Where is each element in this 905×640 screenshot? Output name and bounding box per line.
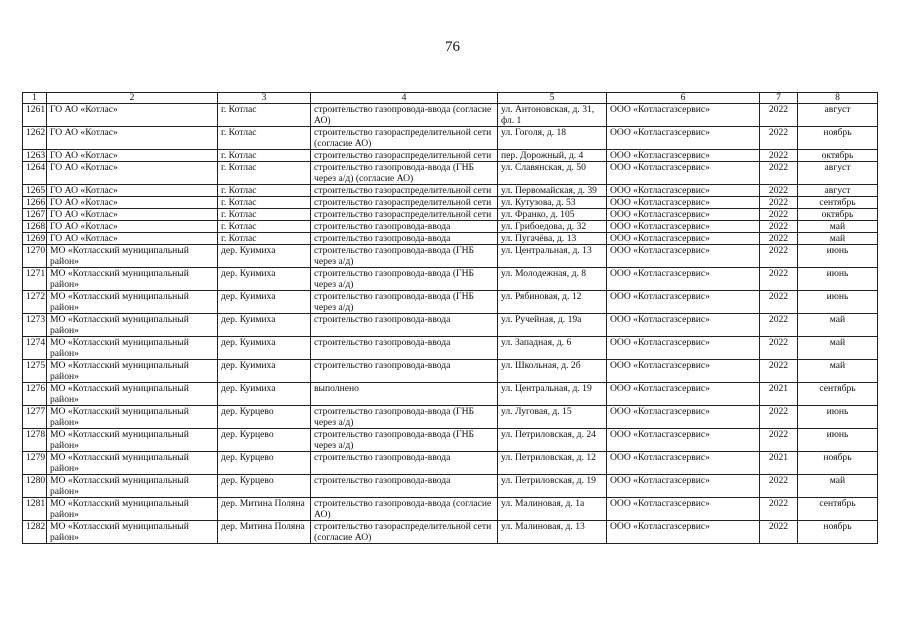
row-number-cell: 1265 bbox=[23, 185, 47, 197]
column-header: 6 bbox=[607, 93, 760, 104]
work-type-cell: строительство газораспределительной сети bbox=[311, 185, 498, 197]
municipality-cell: ГО АО «Котлас» bbox=[47, 150, 218, 162]
organization-cell: ООО «Котласгазсервис» bbox=[607, 150, 760, 162]
organization-cell: ООО «Котласгазсервис» bbox=[607, 521, 760, 544]
municipality-cell: МО «Котласский муниципальный район» bbox=[47, 475, 218, 498]
month-cell: сентябрь bbox=[798, 197, 878, 209]
year-cell: 2022 bbox=[760, 209, 798, 221]
column-header: 7 bbox=[760, 93, 798, 104]
address-cell: ул. Пугачёва, д. 13 bbox=[498, 233, 607, 245]
year-cell: 2022 bbox=[760, 337, 798, 360]
year-cell: 2022 bbox=[760, 291, 798, 314]
organization-cell: ООО «Котласгазсервис» bbox=[607, 185, 760, 197]
year-cell: 2022 bbox=[760, 521, 798, 544]
organization-cell: ООО «Котласгазсервис» bbox=[607, 475, 760, 498]
locality-cell: г. Котлас bbox=[218, 209, 311, 221]
municipality-cell: МО «Котласский муниципальный район» bbox=[47, 268, 218, 291]
work-type-cell: строительство газопровода-ввода (ГНБ через а/д) bbox=[311, 268, 498, 291]
municipality-cell: МО «Котласский муниципальный район» bbox=[47, 452, 218, 475]
locality-cell: дер. Куимиха bbox=[218, 337, 311, 360]
organization-cell: ООО «Котласгазсервис» bbox=[607, 197, 760, 209]
row-number-cell: 1279 bbox=[23, 452, 47, 475]
table-row bbox=[23, 209, 878, 221]
municipality-cell: МО «Котласский муниципальный район» bbox=[47, 498, 218, 521]
work-type-cell: строительство газопровода-ввода (ГНБ через а/д) bbox=[311, 429, 498, 452]
locality-cell: дер. Митина Поляна bbox=[218, 498, 311, 521]
address-cell: ул. Школьная, д. 2б bbox=[498, 360, 607, 383]
year-cell: 2021 bbox=[760, 383, 798, 406]
organization-cell: ООО «Котласгазсервис» bbox=[607, 162, 760, 185]
row-number-cell: 1275 bbox=[23, 360, 47, 383]
gas-works-table bbox=[22, 92, 878, 544]
organization-cell: ООО «Котласгазсервис» bbox=[607, 429, 760, 452]
organization-cell: ООО «Котласгазсервис» bbox=[607, 104, 760, 127]
municipality-cell: ГО АО «Котлас» bbox=[47, 221, 218, 233]
locality-cell: дер. Куимиха bbox=[218, 245, 311, 268]
year-cell: 2022 bbox=[760, 429, 798, 452]
table-row bbox=[23, 452, 878, 475]
table-row bbox=[23, 127, 878, 150]
municipality-cell: МО «Котласский муниципальный район» bbox=[47, 314, 218, 337]
work-type-cell: строительство газопровода-ввода bbox=[311, 360, 498, 383]
row-number-cell: 1282 bbox=[23, 521, 47, 544]
table-row bbox=[23, 360, 878, 383]
municipality-cell: ГО АО «Котлас» bbox=[47, 185, 218, 197]
organization-cell: ООО «Котласгазсервис» bbox=[607, 383, 760, 406]
year-cell: 2022 bbox=[760, 268, 798, 291]
locality-cell: дер. Куимиха bbox=[218, 268, 311, 291]
month-cell: июнь bbox=[798, 429, 878, 452]
year-cell: 2022 bbox=[760, 221, 798, 233]
year-cell: 2021 bbox=[760, 452, 798, 475]
locality-cell: г. Котлас bbox=[218, 233, 311, 245]
locality-cell: г. Котлас bbox=[218, 162, 311, 185]
locality-cell: г. Котлас bbox=[218, 185, 311, 197]
municipality-cell: МО «Котласский муниципальный район» bbox=[47, 291, 218, 314]
locality-cell: дер. Курцево bbox=[218, 429, 311, 452]
organization-cell: ООО «Котласгазсервис» bbox=[607, 268, 760, 291]
address-cell: ул. Грибоедова, д. 32 bbox=[498, 221, 607, 233]
municipality-cell: ГО АО «Котлас» bbox=[47, 104, 218, 127]
locality-cell: дер. Куимиха bbox=[218, 383, 311, 406]
organization-cell: ООО «Котласгазсервис» bbox=[607, 314, 760, 337]
work-type-cell: строительство газопровода-ввода (ГНБ через а/д) bbox=[311, 245, 498, 268]
month-cell: август bbox=[798, 162, 878, 185]
municipality-cell: МО «Котласский муниципальный район» bbox=[47, 360, 218, 383]
locality-cell: г. Котлас bbox=[218, 104, 311, 127]
row-number-cell: 1263 bbox=[23, 150, 47, 162]
locality-cell: дер. Курцево bbox=[218, 406, 311, 429]
locality-cell: дер. Курцево bbox=[218, 452, 311, 475]
work-type-cell: строительство газопровода-ввода (согласие АО) bbox=[311, 498, 498, 521]
address-cell: ул. Малиновая, д. 1а bbox=[498, 498, 607, 521]
municipality-cell: МО «Котласский муниципальный район» bbox=[47, 337, 218, 360]
table-row bbox=[23, 521, 878, 544]
work-type-cell: строительство газопровода-ввода (ГНБ через а/д) (согласие АО) bbox=[311, 162, 498, 185]
municipality-cell: МО «Котласский муниципальный район» bbox=[47, 521, 218, 544]
year-cell: 2022 bbox=[760, 360, 798, 383]
month-cell: июнь bbox=[798, 406, 878, 429]
work-type-cell: строительство газопровода-ввода (ГНБ через а/д) bbox=[311, 406, 498, 429]
year-cell: 2022 bbox=[760, 406, 798, 429]
work-type-cell: строительство газопровода-ввода (согласие АО) bbox=[311, 104, 498, 127]
column-header: 2 bbox=[47, 93, 218, 104]
work-type-cell: строительство газораспределительной сети bbox=[311, 197, 498, 209]
row-number-cell: 1269 bbox=[23, 233, 47, 245]
month-cell: май bbox=[798, 475, 878, 498]
month-cell: ноябрь bbox=[798, 127, 878, 150]
page-number: 76 bbox=[445, 39, 460, 55]
municipality-cell: ГО АО «Котлас» bbox=[47, 197, 218, 209]
month-cell: июнь bbox=[798, 268, 878, 291]
row-number-cell: 1281 bbox=[23, 498, 47, 521]
month-cell: июнь bbox=[798, 245, 878, 268]
year-cell: 2022 bbox=[760, 185, 798, 197]
organization-cell: ООО «Котласгазсервис» bbox=[607, 221, 760, 233]
table-body bbox=[23, 104, 878, 544]
address-cell: ул. Западная, д. 6 bbox=[498, 337, 607, 360]
work-type-cell: строительство газопровода-ввода bbox=[311, 233, 498, 245]
row-number-cell: 1272 bbox=[23, 291, 47, 314]
work-type-cell: строительство газораспределительной сети (согласие АО) bbox=[311, 127, 498, 150]
table-row bbox=[23, 245, 878, 268]
locality-cell: г. Котлас bbox=[218, 197, 311, 209]
organization-cell: ООО «Котласгазсервис» bbox=[607, 498, 760, 521]
table-row bbox=[23, 221, 878, 233]
year-cell: 2022 bbox=[760, 127, 798, 150]
table-row bbox=[23, 383, 878, 406]
address-cell: ул. Славянская, д. 50 bbox=[498, 162, 607, 185]
header-row bbox=[23, 93, 878, 104]
address-cell: пер. Дорожный, д. 4 bbox=[498, 150, 607, 162]
address-cell: ул. Центральная, д. 13 bbox=[498, 245, 607, 268]
work-type-cell: строительство газораспределительной сети bbox=[311, 209, 498, 221]
year-cell: 2022 bbox=[760, 498, 798, 521]
work-type-cell: строительство газопровода-ввода bbox=[311, 221, 498, 233]
address-cell: ул. Петриловская, д. 24 bbox=[498, 429, 607, 452]
year-cell: 2022 bbox=[760, 162, 798, 185]
column-header: 5 bbox=[498, 93, 607, 104]
work-type-cell: строительство газораспределительной сети bbox=[311, 150, 498, 162]
month-cell: сентябрь bbox=[798, 498, 878, 521]
municipality-cell: ГО АО «Котлас» bbox=[47, 209, 218, 221]
municipality-cell: МО «Котласский муниципальный район» bbox=[47, 406, 218, 429]
table-row bbox=[23, 162, 878, 185]
row-number-cell: 1267 bbox=[23, 209, 47, 221]
organization-cell: ООО «Котласгазсервис» bbox=[607, 337, 760, 360]
table-row bbox=[23, 197, 878, 209]
municipality-cell: МО «Котласский муниципальный район» bbox=[47, 245, 218, 268]
organization-cell: ООО «Котласгазсервис» bbox=[607, 209, 760, 221]
address-cell: ул. Центральная, д. 19 bbox=[498, 383, 607, 406]
organization-cell: ООО «Котласгазсервис» bbox=[607, 291, 760, 314]
year-cell: 2022 bbox=[760, 197, 798, 209]
table-row bbox=[23, 233, 878, 245]
table-row bbox=[23, 314, 878, 337]
table-row bbox=[23, 150, 878, 162]
month-cell: май bbox=[798, 337, 878, 360]
locality-cell: дер. Куимиха bbox=[218, 291, 311, 314]
row-number-cell: 1264 bbox=[23, 162, 47, 185]
row-number-cell: 1268 bbox=[23, 221, 47, 233]
table-row bbox=[23, 429, 878, 452]
municipality-cell: ГО АО «Котлас» bbox=[47, 233, 218, 245]
address-cell: ул. Ручейная, д. 19а bbox=[498, 314, 607, 337]
table-header bbox=[23, 93, 878, 104]
row-number-cell: 1273 bbox=[23, 314, 47, 337]
column-header: 8 bbox=[798, 93, 878, 104]
year-cell: 2022 bbox=[760, 233, 798, 245]
month-cell: май bbox=[798, 221, 878, 233]
table-row bbox=[23, 268, 878, 291]
month-cell: октябрь bbox=[798, 209, 878, 221]
work-type-cell: выполнено bbox=[311, 383, 498, 406]
month-cell: май bbox=[798, 233, 878, 245]
month-cell: август bbox=[798, 104, 878, 127]
month-cell: июнь bbox=[798, 291, 878, 314]
year-cell: 2022 bbox=[760, 475, 798, 498]
municipality-cell: МО «Котласский муниципальный район» bbox=[47, 429, 218, 452]
work-type-cell: строительство газопровода-ввода (ГНБ через а/д) bbox=[311, 291, 498, 314]
address-cell: ул. Молодежная, д. 8 bbox=[498, 268, 607, 291]
address-cell: ул. Гоголя, д. 18 bbox=[498, 127, 607, 150]
table-row bbox=[23, 498, 878, 521]
municipality-cell: ГО АО «Котлас» bbox=[47, 162, 218, 185]
address-cell: ул. Рябиновая, д. 12 bbox=[498, 291, 607, 314]
locality-cell: г. Котлас bbox=[218, 221, 311, 233]
address-cell: ул. Малиновая, д. 13 bbox=[498, 521, 607, 544]
work-type-cell: строительство газопровода-ввода bbox=[311, 452, 498, 475]
address-cell: ул. Первомайская, д. 39 bbox=[498, 185, 607, 197]
locality-cell: дер. Куимиха bbox=[218, 314, 311, 337]
locality-cell: г. Котлас bbox=[218, 150, 311, 162]
row-number-cell: 1270 bbox=[23, 245, 47, 268]
month-cell: ноябрь bbox=[798, 452, 878, 475]
work-type-cell: строительство газопровода-ввода bbox=[311, 475, 498, 498]
row-number-cell: 1280 bbox=[23, 475, 47, 498]
row-number-cell: 1278 bbox=[23, 429, 47, 452]
work-type-cell: строительство газораспределительной сети (согласие АО) bbox=[311, 521, 498, 544]
organization-cell: ООО «Котласгазсервис» bbox=[607, 452, 760, 475]
column-header: 1 bbox=[23, 93, 47, 104]
address-cell: ул. Петриловская, д. 12 bbox=[498, 452, 607, 475]
locality-cell: дер. Митина Поляна bbox=[218, 521, 311, 544]
column-header: 3 bbox=[218, 93, 311, 104]
month-cell: май bbox=[798, 314, 878, 337]
month-cell: ноябрь bbox=[798, 521, 878, 544]
row-number-cell: 1262 bbox=[23, 127, 47, 150]
year-cell: 2022 bbox=[760, 245, 798, 268]
month-cell: май bbox=[798, 360, 878, 383]
month-cell: сентябрь bbox=[798, 383, 878, 406]
organization-cell: ООО «Котласгазсервис» bbox=[607, 406, 760, 429]
locality-cell: г. Котлас bbox=[218, 127, 311, 150]
row-number-cell: 1277 bbox=[23, 406, 47, 429]
locality-cell: дер. Куимиха bbox=[218, 360, 311, 383]
year-cell: 2022 bbox=[760, 150, 798, 162]
address-cell: ул. Антоновская, д. 31, фл. 1 bbox=[498, 104, 607, 127]
work-type-cell: строительство газопровода-ввода bbox=[311, 314, 498, 337]
row-number-cell: 1276 bbox=[23, 383, 47, 406]
table-row bbox=[23, 475, 878, 498]
locality-cell: дер. Курцево bbox=[218, 475, 311, 498]
organization-cell: ООО «Котласгазсервис» bbox=[607, 127, 760, 150]
month-cell: август bbox=[798, 185, 878, 197]
row-number-cell: 1271 bbox=[23, 268, 47, 291]
month-cell: октябрь bbox=[798, 150, 878, 162]
year-cell: 2022 bbox=[760, 104, 798, 127]
row-number-cell: 1266 bbox=[23, 197, 47, 209]
organization-cell: ООО «Котласгазсервис» bbox=[607, 245, 760, 268]
organization-cell: ООО «Котласгазсервис» bbox=[607, 233, 760, 245]
address-cell: ул. Кутузова, д. 53 bbox=[498, 197, 607, 209]
row-number-cell: 1274 bbox=[23, 337, 47, 360]
municipality-cell: МО «Котласский муниципальный район» bbox=[47, 383, 218, 406]
address-cell: ул. Петриловская, д. 19 bbox=[498, 475, 607, 498]
municipality-cell: ГО АО «Котлас» bbox=[47, 127, 218, 150]
table-row bbox=[23, 406, 878, 429]
organization-cell: ООО «Котласгазсервис» bbox=[607, 360, 760, 383]
table-row bbox=[23, 337, 878, 360]
row-number-cell: 1261 bbox=[23, 104, 47, 127]
table-row bbox=[23, 291, 878, 314]
year-cell: 2022 bbox=[760, 314, 798, 337]
address-cell: ул. Луговая, д. 15 bbox=[498, 406, 607, 429]
table-row bbox=[23, 104, 878, 127]
table-row bbox=[23, 185, 878, 197]
work-type-cell: строительство газопровода-ввода bbox=[311, 337, 498, 360]
address-cell: ул. Франко, д. 105 bbox=[498, 209, 607, 221]
column-header: 4 bbox=[311, 93, 498, 104]
